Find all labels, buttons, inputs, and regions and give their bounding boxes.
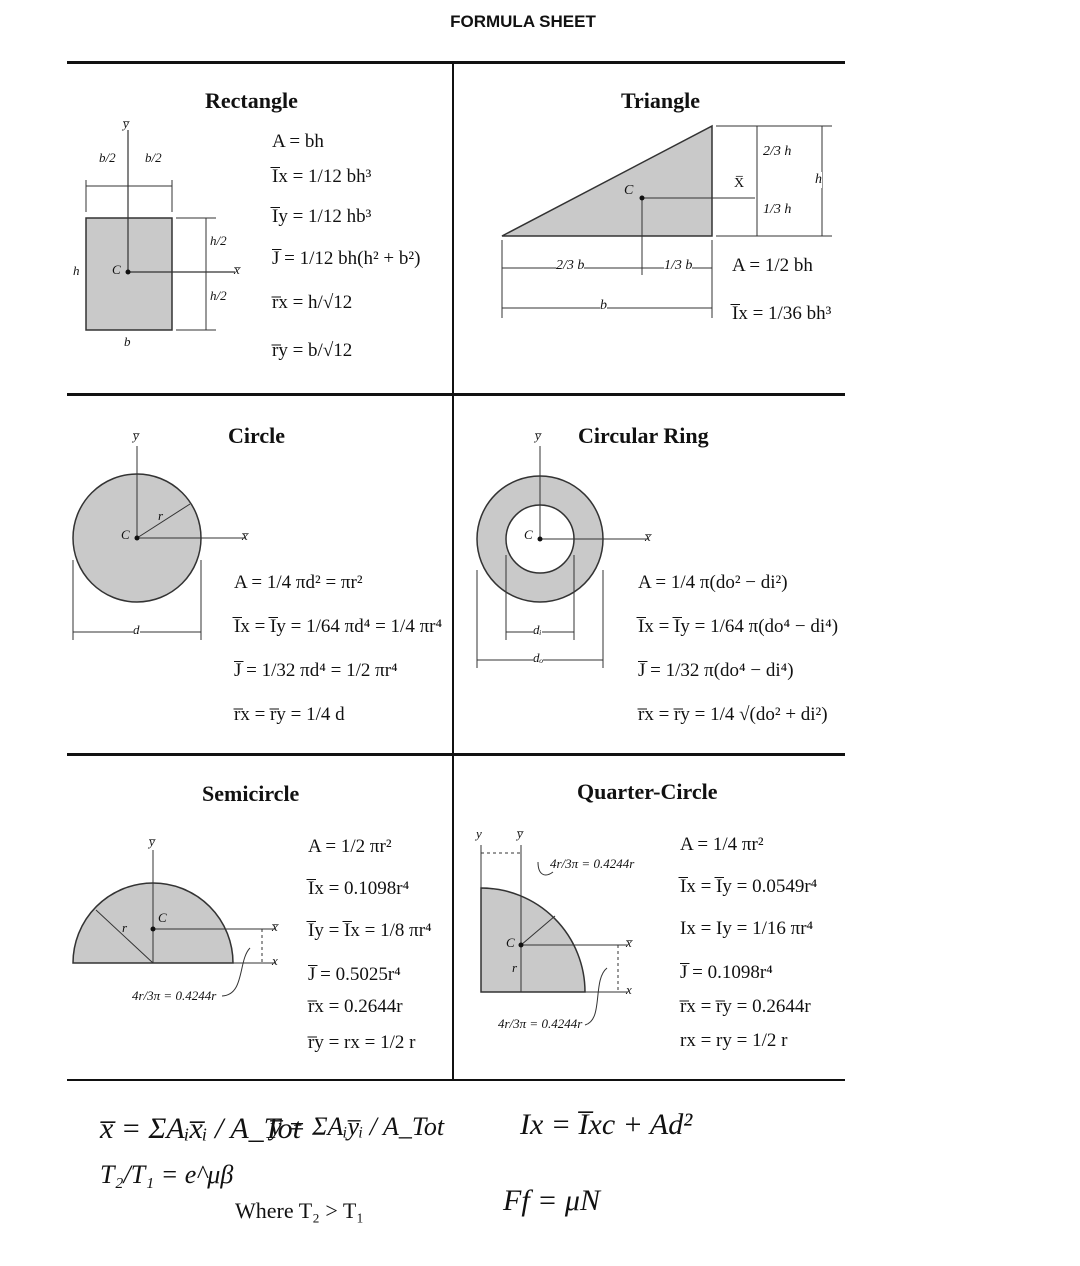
quarter-formula-r-axes: rx = ry = 1/2 r	[680, 1030, 788, 1051]
tri-two-thirds-b: 2/3 b	[556, 258, 585, 273]
quarter-title: Quarter-Circle	[577, 779, 718, 804]
rect-h2-top: h/2	[210, 233, 227, 248]
quarter-r-label: r	[512, 960, 518, 975]
semi-c-label: C	[158, 910, 167, 925]
quarter-offset-bottom: 4r/3π = 0.4244r	[498, 1016, 583, 1031]
rect-c-label: C	[112, 262, 121, 277]
ring-do-label: dₒ	[533, 650, 544, 665]
circle-formula-area: A = 1/4 πd² = πr²	[234, 572, 363, 593]
quarter-ybar-label: y̅	[517, 826, 523, 841]
centroid-y-formula: y̅ = ΣAᵢy̅ᵢ / A_Tot	[270, 1112, 445, 1141]
ring-x-axis-label: x̅	[645, 529, 651, 544]
quarter-formula-i: Ix = Iy = 1/16 πr⁴	[680, 918, 814, 939]
tri-two-thirds-h: 2/3 h	[763, 144, 792, 159]
quarter-formula-ix: I̅x = I̅y = 0.0549r⁴	[680, 876, 818, 897]
ring-formula-r: r̅x = r̅y = 1/4 √(do² + di²)	[638, 704, 828, 725]
rect-y-axis-label: y̅	[123, 116, 129, 131]
quarter-xbar-label: x̅	[626, 935, 632, 950]
rect-x-axis-label: x̅	[234, 262, 240, 277]
semicircle-title: Semicircle	[202, 781, 300, 806]
friction-force-formula: Ff = μN	[503, 1184, 600, 1217]
rectangle-title: Rectangle	[205, 88, 298, 113]
rect-b2-left: b/2	[99, 150, 116, 165]
quarter-formula-r: r̅x = r̅y = 0.2644r	[680, 996, 811, 1017]
ring-c-label: C	[524, 527, 533, 542]
tri-one-third-b: 1/3 b	[664, 258, 693, 273]
semi-formula-iy: I̅y = I̅x = 1/8 πr⁴	[308, 920, 432, 941]
semi-formula-ix: I̅x = 0.1098r⁴	[308, 878, 410, 899]
tri-one-third-h: 1/3 h	[763, 202, 792, 217]
semi-formula-rx: r̅x = 0.2644r	[308, 996, 403, 1017]
semi-xbar-label: x̅	[272, 919, 278, 934]
rect-formula-iy: I̅y = 1/12 hb³	[272, 206, 372, 227]
rect-b2-right: b/2	[145, 150, 162, 165]
tri-formula-area: A = 1/2 bh	[732, 255, 813, 276]
rect-formula-area: A = bh	[272, 131, 324, 152]
semi-formula-area: A = 1/2 πr²	[308, 836, 392, 857]
rect-b-label: b	[124, 334, 131, 349]
triangle-title: Triangle	[621, 88, 701, 113]
quarter-c-label: C	[506, 935, 515, 950]
tri-h-label: h	[815, 172, 822, 187]
semi-x-label: x	[272, 953, 278, 968]
circle-y-axis-label: y̅	[133, 428, 139, 443]
belt-friction-formula: T₂/T₁ = e^μβ	[100, 1160, 234, 1189]
quarter-formula-j: J̅ = 0.1098r⁴	[680, 962, 773, 983]
ring-di-label: dᵢ	[533, 622, 542, 637]
tri-formula-ix: I̅x = 1/36 bh³	[732, 303, 832, 324]
quarter-offset-top: 4r/3π = 0.4244r	[550, 856, 635, 871]
page-title: FORMULA SHEET	[450, 12, 596, 31]
semi-r-label: r	[122, 920, 128, 935]
circle-formula-r: r̅x = r̅y = 1/4 d	[234, 704, 345, 725]
rect-formula-ry: r̅y = b/√12	[272, 340, 353, 361]
rect-h-label: h	[73, 263, 80, 278]
rect-formula-rx: r̅x = h/√12	[272, 292, 353, 313]
rect-h2-bottom: h/2	[210, 288, 227, 303]
semi-formula-j: J̅ = 0.5025r⁴	[308, 964, 401, 985]
rect-formula-j: J̅ = 1/12 bh(h² + b²)	[272, 248, 421, 269]
ring-title: Circular Ring	[578, 423, 709, 448]
tri-c-label: C	[624, 183, 634, 198]
circle-r-label: r	[158, 508, 164, 523]
ring-y-axis-label: y̅	[535, 428, 541, 443]
circle-d-label: d	[133, 622, 140, 637]
ring-formula-ix: I̅x = I̅y = 1/64 π(do⁴ − di⁴)	[638, 616, 839, 637]
circle-title: Circle	[228, 423, 286, 448]
quarter-formula-area: A = 1/4 πr²	[680, 834, 764, 855]
ring-formula-area: A = 1/4 π(do² − di²)	[638, 572, 788, 593]
semi-offset-label: 4r/3π = 0.4244r	[132, 988, 217, 1003]
ring-formula-j: J̅ = 1/32 π(do⁴ − di⁴)	[638, 660, 794, 681]
rect-formula-ix: I̅x = 1/12 bh³	[272, 166, 372, 187]
circle-c-label: C	[121, 527, 130, 542]
circle-x-axis-label: x̅	[242, 528, 248, 543]
quarter-y-label: y	[476, 826, 482, 841]
quarter-x-label: x	[626, 982, 632, 997]
circle-formula-j: J̅ = 1/32 πd⁴ = 1/2 πr⁴	[234, 660, 398, 681]
tri-x-label: X̅	[734, 176, 745, 191]
centroid-x-formula: x̅ = ΣAᵢx̅ᵢ / A_Tot	[100, 1112, 301, 1145]
parallel-axis-formula: Ix = I̅xc + Ad²	[520, 1108, 693, 1141]
semi-y-axis-label: y̅	[149, 834, 155, 849]
tri-b-label: b	[600, 298, 607, 313]
circle-formula-ix: I̅x = I̅y = 1/64 πd⁴ = 1/4 πr⁴	[234, 616, 443, 637]
semi-formula-ry: r̅y = rx = 1/2 r	[308, 1032, 416, 1053]
belt-friction-note: Where T₂ > T₁	[235, 1198, 364, 1223]
